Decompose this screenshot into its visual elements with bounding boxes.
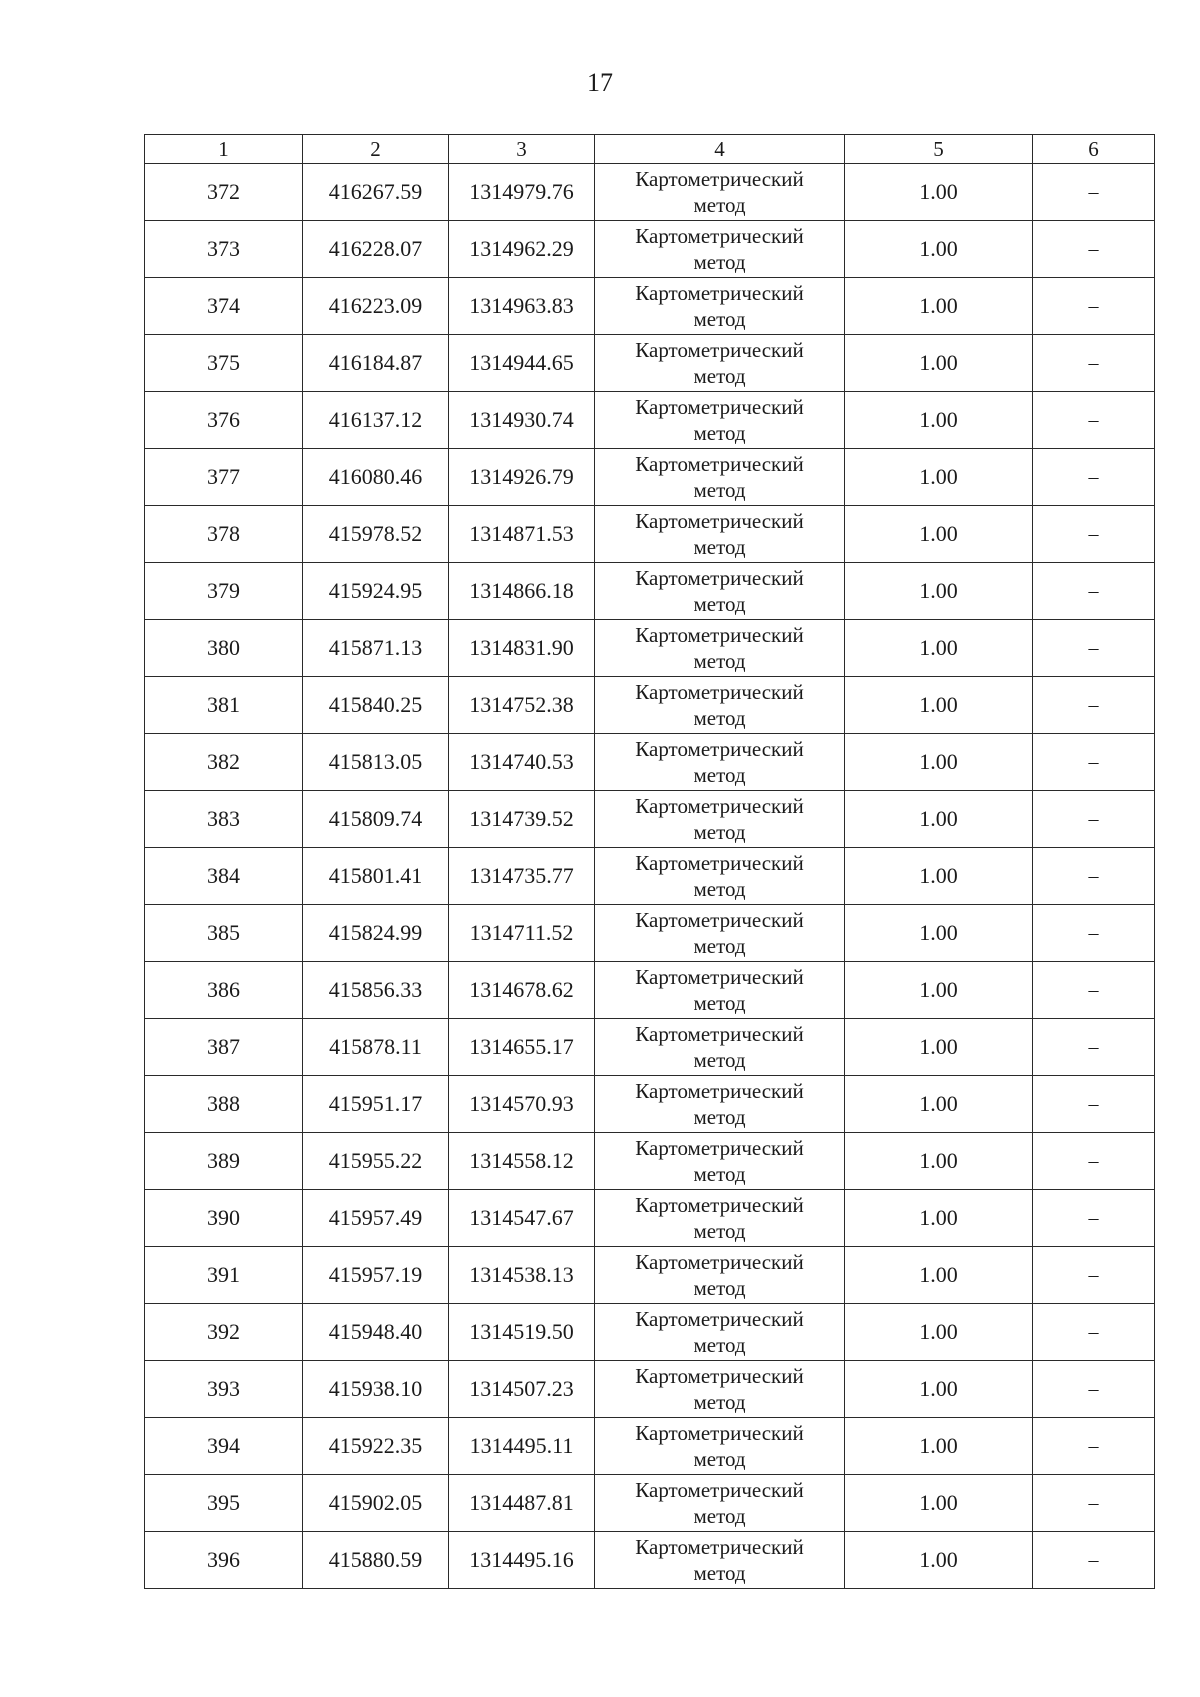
method-line-1: Картометрический xyxy=(635,1478,804,1502)
y-coordinate-cell: 1314678.62 xyxy=(449,962,595,1019)
method-line-2: метод xyxy=(693,820,746,844)
method-line-1: Картометрический xyxy=(635,395,804,419)
table-row xyxy=(145,449,1155,506)
note-cell: – xyxy=(1033,278,1155,335)
note-cell: – xyxy=(1033,848,1155,905)
table-row xyxy=(145,848,1155,905)
table-row xyxy=(145,1361,1155,1418)
header-row xyxy=(145,135,1155,164)
y-coordinate-cell: 1314495.16 xyxy=(449,1532,595,1589)
method-line-2: метод xyxy=(693,421,746,445)
note-cell: – xyxy=(1033,1361,1155,1418)
point-number-cell: 386 xyxy=(145,962,303,1019)
accuracy-cell: 1.00 xyxy=(845,1190,1033,1247)
table-row xyxy=(145,392,1155,449)
note-cell: – xyxy=(1033,506,1155,563)
x-coordinate-cell: 415902.05 xyxy=(303,1475,449,1532)
y-coordinate-cell: 1314495.11 xyxy=(449,1418,595,1475)
note-cell: – xyxy=(1033,1019,1155,1076)
accuracy-cell: 1.00 xyxy=(845,392,1033,449)
method-line-2: метод xyxy=(693,1105,746,1129)
y-coordinate-cell: 1314866.18 xyxy=(449,563,595,620)
point-number-cell: 388 xyxy=(145,1076,303,1133)
method-line-2: метод xyxy=(693,1333,746,1357)
accuracy-cell: 1.00 xyxy=(845,677,1033,734)
point-number-cell: 378 xyxy=(145,506,303,563)
accuracy-cell: 1.00 xyxy=(845,848,1033,905)
method-line-1: Картометрический xyxy=(635,1535,804,1559)
table-row xyxy=(145,164,1155,221)
point-number-cell: 381 xyxy=(145,677,303,734)
method-cell xyxy=(595,449,845,506)
method-line-2: метод xyxy=(693,1447,746,1471)
y-coordinate-cell: 1314962.29 xyxy=(449,221,595,278)
accuracy-cell: 1.00 xyxy=(845,734,1033,791)
method-line-2: метод xyxy=(693,535,746,559)
accuracy-cell: 1.00 xyxy=(845,449,1033,506)
method-line-2: метод xyxy=(693,1504,746,1528)
table-row xyxy=(145,1475,1155,1532)
method-line-2: метод xyxy=(693,877,746,901)
accuracy-cell: 1.00 xyxy=(845,563,1033,620)
y-coordinate-cell: 1314735.77 xyxy=(449,848,595,905)
column-header: 2 xyxy=(303,135,449,164)
x-coordinate-cell: 416080.46 xyxy=(303,449,449,506)
table-row xyxy=(145,563,1155,620)
method-line-1: Картометрический xyxy=(635,794,804,818)
x-coordinate-cell: 415978.52 xyxy=(303,506,449,563)
point-number-cell: 377 xyxy=(145,449,303,506)
method-cell xyxy=(595,1475,845,1532)
method-line-1: Картометрический xyxy=(635,1193,804,1217)
note-cell: – xyxy=(1033,563,1155,620)
method-cell xyxy=(595,1076,845,1133)
method-line-1: Картометрический xyxy=(635,908,804,932)
x-coordinate-cell: 415938.10 xyxy=(303,1361,449,1418)
point-number-cell: 393 xyxy=(145,1361,303,1418)
table-body xyxy=(145,164,1155,1589)
column-header: 3 xyxy=(449,135,595,164)
point-number-cell: 396 xyxy=(145,1532,303,1589)
x-coordinate-cell: 416267.59 xyxy=(303,164,449,221)
x-coordinate-cell: 416228.07 xyxy=(303,221,449,278)
method-line-2: метод xyxy=(693,1561,746,1585)
method-cell xyxy=(595,677,845,734)
y-coordinate-cell: 1314831.90 xyxy=(449,620,595,677)
method-cell xyxy=(595,620,845,677)
x-coordinate-cell: 415809.74 xyxy=(303,791,449,848)
method-line-2: метод xyxy=(693,364,746,388)
method-line-1: Картометрический xyxy=(635,1364,804,1388)
accuracy-cell: 1.00 xyxy=(845,221,1033,278)
method-line-1: Картометрический xyxy=(635,281,804,305)
note-cell: – xyxy=(1033,734,1155,791)
x-coordinate-cell: 415951.17 xyxy=(303,1076,449,1133)
y-coordinate-cell: 1314871.53 xyxy=(449,506,595,563)
point-number-cell: 374 xyxy=(145,278,303,335)
column-header: 4 xyxy=(595,135,845,164)
x-coordinate-cell: 415871.13 xyxy=(303,620,449,677)
method-cell xyxy=(595,791,845,848)
method-line-1: Картометрический xyxy=(635,737,804,761)
table-row xyxy=(145,1418,1155,1475)
y-coordinate-cell: 1314752.38 xyxy=(449,677,595,734)
method-line-1: Картометрический xyxy=(635,224,804,248)
method-cell xyxy=(595,1361,845,1418)
point-number-cell: 384 xyxy=(145,848,303,905)
page-number: 17 xyxy=(587,68,613,97)
note-cell: – xyxy=(1033,905,1155,962)
x-coordinate-cell: 415813.05 xyxy=(303,734,449,791)
method-cell xyxy=(595,278,845,335)
method-line-1: Картометрический xyxy=(635,338,804,362)
method-line-2: метод xyxy=(693,1162,746,1186)
point-number-cell: 392 xyxy=(145,1304,303,1361)
point-number-cell: 383 xyxy=(145,791,303,848)
method-line-2: метод xyxy=(693,193,746,217)
y-coordinate-cell: 1314519.50 xyxy=(449,1304,595,1361)
table-row xyxy=(145,734,1155,791)
point-number-cell: 380 xyxy=(145,620,303,677)
point-number-cell: 372 xyxy=(145,164,303,221)
point-number-cell: 373 xyxy=(145,221,303,278)
table-row xyxy=(145,620,1155,677)
point-number-cell: 375 xyxy=(145,335,303,392)
method-line-2: метод xyxy=(693,934,746,958)
method-line-1: Картометрический xyxy=(635,1307,804,1331)
note-cell: – xyxy=(1033,1076,1155,1133)
note-cell: – xyxy=(1033,962,1155,1019)
point-number-cell: 385 xyxy=(145,905,303,962)
method-line-1: Картометрический xyxy=(635,965,804,989)
x-coordinate-cell: 415922.35 xyxy=(303,1418,449,1475)
method-cell xyxy=(595,506,845,563)
note-cell: – xyxy=(1033,791,1155,848)
x-coordinate-cell: 416137.12 xyxy=(303,392,449,449)
method-line-1: Картометрический xyxy=(635,623,804,647)
y-coordinate-cell: 1314926.79 xyxy=(449,449,595,506)
method-line-1: Картометрический xyxy=(635,851,804,875)
method-line-2: метод xyxy=(693,1219,746,1243)
method-cell xyxy=(595,734,845,791)
method-line-1: Картометрический xyxy=(635,1421,804,1445)
method-line-2: метод xyxy=(693,649,746,673)
method-line-2: метод xyxy=(693,763,746,787)
method-line-2: метод xyxy=(693,592,746,616)
table-row xyxy=(145,1019,1155,1076)
point-number-cell: 390 xyxy=(145,1190,303,1247)
method-cell xyxy=(595,1133,845,1190)
x-coordinate-cell: 415801.41 xyxy=(303,848,449,905)
note-cell: – xyxy=(1033,335,1155,392)
method-cell xyxy=(595,164,845,221)
table-row xyxy=(145,221,1155,278)
table-row xyxy=(145,677,1155,734)
method-line-1: Картометрический xyxy=(635,167,804,191)
accuracy-cell: 1.00 xyxy=(845,1361,1033,1418)
method-cell xyxy=(595,1019,845,1076)
accuracy-cell: 1.00 xyxy=(845,905,1033,962)
method-cell xyxy=(595,1190,845,1247)
method-line-2: метод xyxy=(693,991,746,1015)
method-line-1: Картометрический xyxy=(635,566,804,590)
note-cell: – xyxy=(1033,1475,1155,1532)
y-coordinate-cell: 1314979.76 xyxy=(449,164,595,221)
note-cell: – xyxy=(1033,1418,1155,1475)
note-cell: – xyxy=(1033,449,1155,506)
coordinates-table xyxy=(144,134,1155,1589)
point-number-cell: 394 xyxy=(145,1418,303,1475)
y-coordinate-cell: 1314944.65 xyxy=(449,335,595,392)
note-cell: – xyxy=(1033,1190,1155,1247)
table-row xyxy=(145,506,1155,563)
x-coordinate-cell: 416184.87 xyxy=(303,335,449,392)
method-line-1: Картометрический xyxy=(635,509,804,533)
x-coordinate-cell: 415955.22 xyxy=(303,1133,449,1190)
table-row xyxy=(145,1076,1155,1133)
accuracy-cell: 1.00 xyxy=(845,791,1033,848)
method-cell xyxy=(595,962,845,1019)
y-coordinate-cell: 1314739.52 xyxy=(449,791,595,848)
method-cell xyxy=(595,848,845,905)
table-row xyxy=(145,905,1155,962)
y-coordinate-cell: 1314570.93 xyxy=(449,1076,595,1133)
y-coordinate-cell: 1314507.23 xyxy=(449,1361,595,1418)
x-coordinate-cell: 416223.09 xyxy=(303,278,449,335)
accuracy-cell: 1.00 xyxy=(845,1133,1033,1190)
method-line-1: Картометрический xyxy=(635,1079,804,1103)
method-line-1: Картометрический xyxy=(635,1136,804,1160)
x-coordinate-cell: 415878.11 xyxy=(303,1019,449,1076)
x-coordinate-cell: 415957.49 xyxy=(303,1190,449,1247)
method-line-2: метод xyxy=(693,307,746,331)
table-row xyxy=(145,335,1155,392)
method-cell xyxy=(595,905,845,962)
method-cell xyxy=(595,1304,845,1361)
method-cell xyxy=(595,335,845,392)
note-cell: – xyxy=(1033,164,1155,221)
x-coordinate-cell: 415856.33 xyxy=(303,962,449,1019)
note-cell: – xyxy=(1033,221,1155,278)
table-row xyxy=(145,1532,1155,1589)
table-row xyxy=(145,1247,1155,1304)
accuracy-cell: 1.00 xyxy=(845,164,1033,221)
table-row xyxy=(145,1190,1155,1247)
x-coordinate-cell: 415924.95 xyxy=(303,563,449,620)
note-cell: – xyxy=(1033,1304,1155,1361)
column-header: 5 xyxy=(845,135,1033,164)
point-number-cell: 376 xyxy=(145,392,303,449)
method-cell xyxy=(595,221,845,278)
note-cell: – xyxy=(1033,1532,1155,1589)
accuracy-cell: 1.00 xyxy=(845,1532,1033,1589)
accuracy-cell: 1.00 xyxy=(845,1019,1033,1076)
y-coordinate-cell: 1314547.67 xyxy=(449,1190,595,1247)
method-line-2: метод xyxy=(693,1276,746,1300)
method-line-2: метод xyxy=(693,250,746,274)
note-cell: – xyxy=(1033,392,1155,449)
accuracy-cell: 1.00 xyxy=(845,278,1033,335)
y-coordinate-cell: 1314487.81 xyxy=(449,1475,595,1532)
point-number-cell: 382 xyxy=(145,734,303,791)
y-coordinate-cell: 1314711.52 xyxy=(449,905,595,962)
accuracy-cell: 1.00 xyxy=(845,506,1033,563)
point-number-cell: 379 xyxy=(145,563,303,620)
method-cell xyxy=(595,392,845,449)
accuracy-cell: 1.00 xyxy=(845,335,1033,392)
point-number-cell: 391 xyxy=(145,1247,303,1304)
point-number-cell: 389 xyxy=(145,1133,303,1190)
method-line-2: метод xyxy=(693,478,746,502)
y-coordinate-cell: 1314538.13 xyxy=(449,1247,595,1304)
method-line-2: метод xyxy=(693,706,746,730)
accuracy-cell: 1.00 xyxy=(845,1304,1033,1361)
column-header: 6 xyxy=(1033,135,1155,164)
method-line-1: Картометрический xyxy=(635,1022,804,1046)
accuracy-cell: 1.00 xyxy=(845,962,1033,1019)
method-line-1: Картометрический xyxy=(635,452,804,476)
y-coordinate-cell: 1314558.12 xyxy=(449,1133,595,1190)
method-cell xyxy=(595,1532,845,1589)
column-header: 1 xyxy=(145,135,303,164)
method-line-1: Картометрический xyxy=(635,680,804,704)
table-row xyxy=(145,1304,1155,1361)
accuracy-cell: 1.00 xyxy=(845,620,1033,677)
accuracy-cell: 1.00 xyxy=(845,1247,1033,1304)
x-coordinate-cell: 415957.19 xyxy=(303,1247,449,1304)
x-coordinate-cell: 415824.99 xyxy=(303,905,449,962)
x-coordinate-cell: 415840.25 xyxy=(303,677,449,734)
method-cell xyxy=(595,1247,845,1304)
point-number-cell: 395 xyxy=(145,1475,303,1532)
accuracy-cell: 1.00 xyxy=(845,1076,1033,1133)
y-coordinate-cell: 1314655.17 xyxy=(449,1019,595,1076)
method-line-2: метод xyxy=(693,1048,746,1072)
y-coordinate-cell: 1314740.53 xyxy=(449,734,595,791)
note-cell: – xyxy=(1033,677,1155,734)
note-cell: – xyxy=(1033,620,1155,677)
x-coordinate-cell: 415880.59 xyxy=(303,1532,449,1589)
note-cell: – xyxy=(1033,1133,1155,1190)
y-coordinate-cell: 1314930.74 xyxy=(449,392,595,449)
point-number-cell: 387 xyxy=(145,1019,303,1076)
x-coordinate-cell: 415948.40 xyxy=(303,1304,449,1361)
accuracy-cell: 1.00 xyxy=(845,1475,1033,1532)
method-cell xyxy=(595,563,845,620)
method-line-1: Картометрический xyxy=(635,1250,804,1274)
table-row xyxy=(145,791,1155,848)
method-cell xyxy=(595,1418,845,1475)
y-coordinate-cell: 1314963.83 xyxy=(449,278,595,335)
accuracy-cell: 1.00 xyxy=(845,1418,1033,1475)
table-row xyxy=(145,1133,1155,1190)
table-row xyxy=(145,962,1155,1019)
table-row xyxy=(145,278,1155,335)
note-cell: – xyxy=(1033,1247,1155,1304)
method-line-2: метод xyxy=(693,1390,746,1414)
